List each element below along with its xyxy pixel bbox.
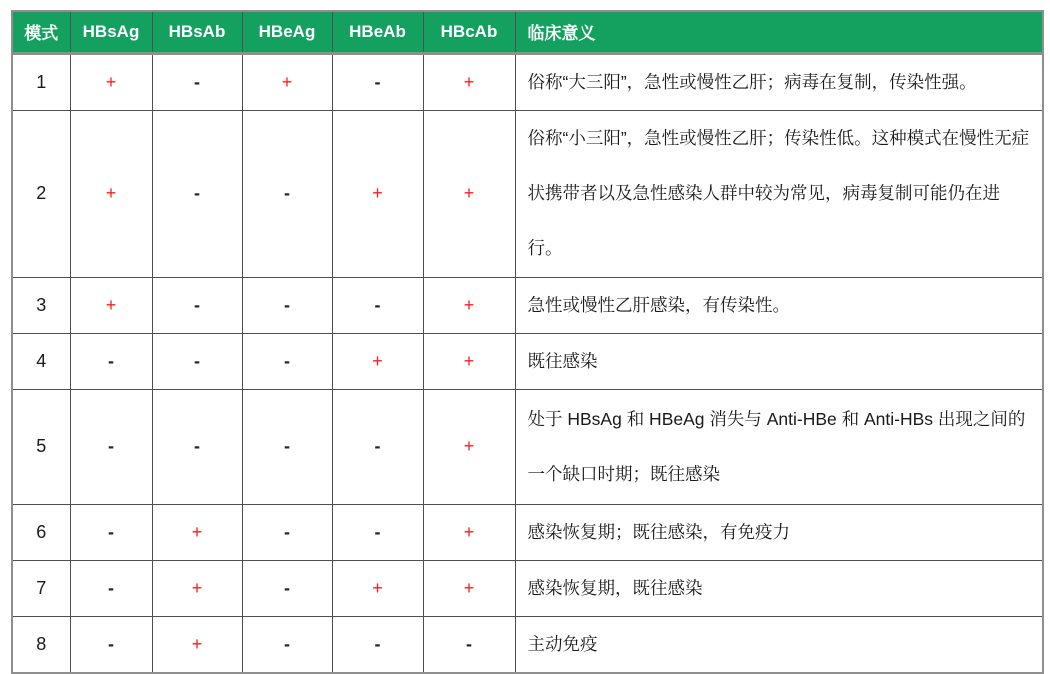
hbeab-value-cell: - xyxy=(332,504,423,560)
hbv-serology-table-container xyxy=(11,10,1044,674)
hbeab-value-cell: + xyxy=(332,560,423,616)
hbeab-value-cell: - xyxy=(332,277,423,333)
pattern-cell: 2 xyxy=(12,110,70,277)
significance-cell: 既往感染 xyxy=(515,333,1043,389)
hbsag-value-cell: - xyxy=(70,333,152,389)
hbeag-value-cell: - xyxy=(242,110,332,277)
hbeab-value-cell: - xyxy=(332,616,423,673)
significance-cell: 急性或慢性乙肝感染，有传染性。 xyxy=(515,277,1043,333)
hbeab-value-cell: - xyxy=(332,389,423,504)
hbsab-value-cell: - xyxy=(152,389,242,504)
table-row xyxy=(12,53,1043,110)
hbsag-value-cell: - xyxy=(70,389,152,504)
hbeag-value-cell: - xyxy=(242,389,332,504)
hbeag-value-cell: - xyxy=(242,277,332,333)
hbcab-value-cell: - xyxy=(423,616,515,673)
table-row xyxy=(12,110,1043,277)
col-header-hbeab: HBeAb xyxy=(332,11,423,53)
hbcab-value-cell: + xyxy=(423,110,515,277)
pattern-cell: 6 xyxy=(12,504,70,560)
hbcab-value-cell: + xyxy=(423,504,515,560)
table-row xyxy=(12,277,1043,333)
hbsag-value-cell: - xyxy=(70,616,152,673)
hbeab-value-cell: - xyxy=(332,53,423,110)
hbsag-value-cell: - xyxy=(70,504,152,560)
hbeab-value-cell: + xyxy=(332,110,423,277)
col-header-hbeag: HBeAg xyxy=(242,11,332,53)
table-row xyxy=(12,616,1043,673)
hbcab-value-cell: + xyxy=(423,560,515,616)
hbeag-value-cell: - xyxy=(242,504,332,560)
col-header-pattern: 模式 xyxy=(12,11,70,53)
significance-cell: 处于 HBsAg 和 HBeAg 消失与 Anti-HBe 和 Anti-HBs 出现之间的一个缺口时期；既往感染 xyxy=(515,389,1043,504)
col-header-significance: 临床意义 xyxy=(515,11,1043,53)
hbeab-value-cell: + xyxy=(332,333,423,389)
header-row xyxy=(12,11,1043,53)
table-row xyxy=(12,560,1043,616)
hbcab-value-cell: + xyxy=(423,53,515,110)
hbsag-value-cell: - xyxy=(70,560,152,616)
hbsag-value-cell: + xyxy=(70,277,152,333)
hbsab-value-cell: - xyxy=(152,110,242,277)
table-body xyxy=(12,53,1043,673)
col-header-hbsab: HBsAb xyxy=(152,11,242,53)
table-row xyxy=(12,333,1043,389)
hbsab-value-cell: - xyxy=(152,53,242,110)
pattern-cell: 3 xyxy=(12,277,70,333)
pattern-cell: 1 xyxy=(12,53,70,110)
hbv-serology-table xyxy=(11,10,1044,674)
hbcab-value-cell: + xyxy=(423,333,515,389)
hbeag-value-cell: - xyxy=(242,560,332,616)
table-row xyxy=(12,389,1043,504)
significance-cell: 感染恢复期，既往感染 xyxy=(515,560,1043,616)
significance-cell: 俗称“小三阳”，急性或慢性乙肝；传染性低。这种模式在慢性无症状携带者以及急性感染人群中较为常见，病毒复制可能仍在进行。 xyxy=(515,110,1043,277)
hbsab-value-cell: - xyxy=(152,277,242,333)
hbsag-value-cell: + xyxy=(70,110,152,277)
hbsab-value-cell: + xyxy=(152,616,242,673)
col-header-hbcab: HBcAb xyxy=(423,11,515,53)
significance-cell: 俗称“大三阳”，急性或慢性乙肝；病毒在复制，传染性强。 xyxy=(515,53,1043,110)
hbsab-value-cell: - xyxy=(152,333,242,389)
hbsab-value-cell: + xyxy=(152,560,242,616)
table-row xyxy=(12,504,1043,560)
hbsab-value-cell: + xyxy=(152,504,242,560)
significance-cell: 主动免疫 xyxy=(515,616,1043,673)
hbsag-value-cell: + xyxy=(70,53,152,110)
significance-cell: 感染恢复期；既往感染，有免疫力 xyxy=(515,504,1043,560)
hbeag-value-cell: - xyxy=(242,616,332,673)
hbeag-value-cell: - xyxy=(242,333,332,389)
hbcab-value-cell: + xyxy=(423,389,515,504)
pattern-cell: 5 xyxy=(12,389,70,504)
pattern-cell: 4 xyxy=(12,333,70,389)
pattern-cell: 8 xyxy=(12,616,70,673)
hbeag-value-cell: + xyxy=(242,53,332,110)
table-header xyxy=(12,11,1043,53)
col-header-hbsag: HBsAg xyxy=(70,11,152,53)
hbcab-value-cell: + xyxy=(423,277,515,333)
pattern-cell: 7 xyxy=(12,560,70,616)
